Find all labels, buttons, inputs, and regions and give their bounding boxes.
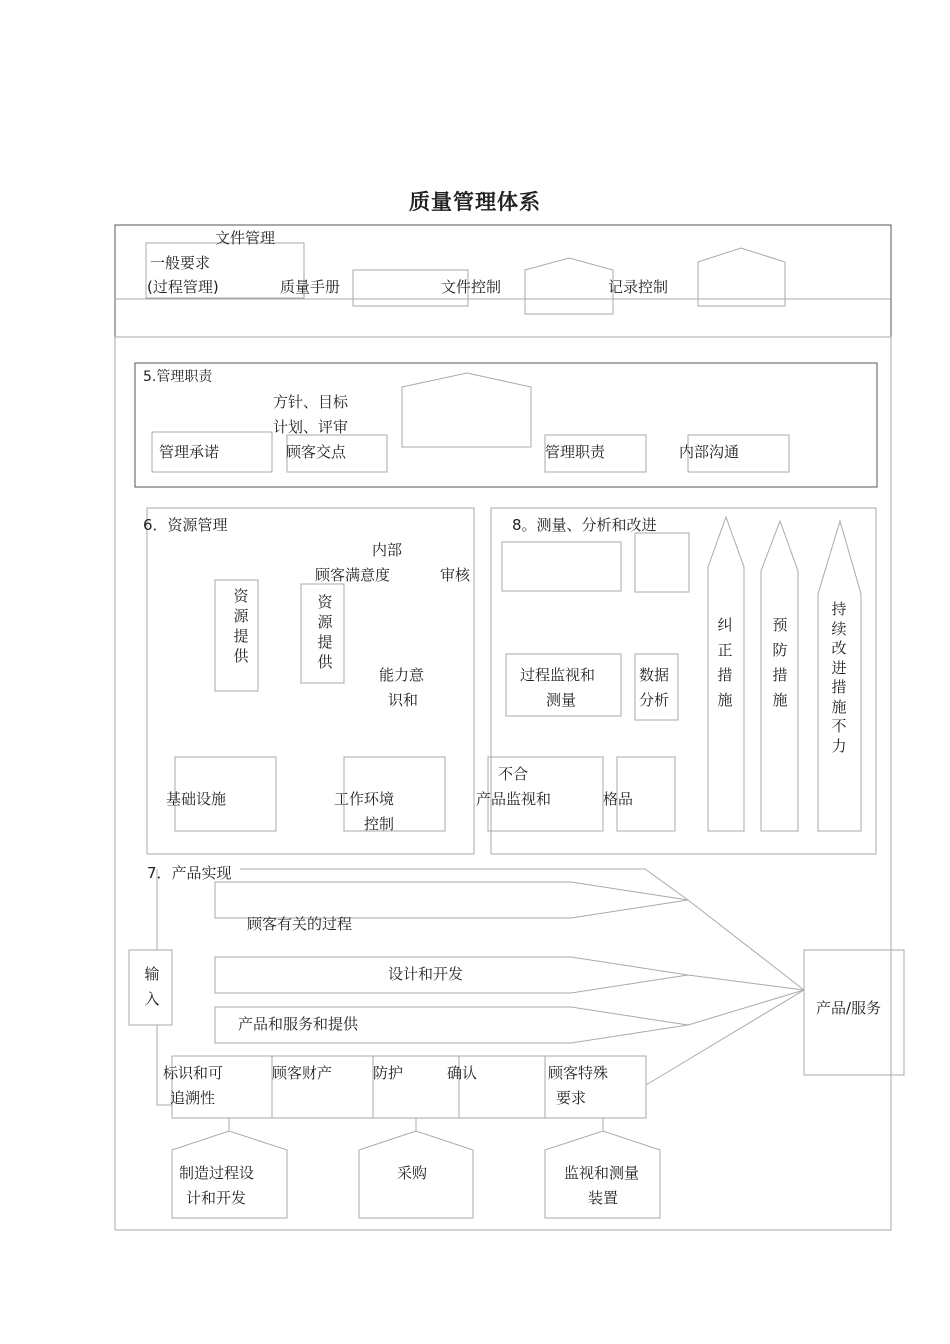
monitoring-equip-label-2: 装置 [588, 1189, 619, 1207]
work-env-control-label: 控制 [364, 815, 395, 833]
purchasing-label: 采购 [397, 1164, 428, 1182]
internal-comm-label: 内部沟通 [679, 443, 740, 461]
resource-provision-label-1: 资 源 提 供 [233, 587, 249, 665]
commitment-label: 管理承诺 [159, 443, 220, 461]
doc-control-label: 文件控制 [441, 278, 502, 296]
special-req-label-2: 要求 [556, 1089, 587, 1107]
converge-line-4 [646, 990, 804, 1085]
process-measure-label: 测量 [546, 691, 577, 709]
data-label: 数据 [639, 666, 670, 684]
converge-line-3 [688, 990, 804, 1025]
input-label: 输 入 [144, 965, 160, 1008]
doc-control-pentagon [525, 258, 613, 314]
infrastructure-label: 基础设施 [166, 790, 227, 808]
record-control-label: 记录控制 [608, 278, 669, 296]
satisfaction-label: 顾客满意度 [315, 566, 391, 584]
plan-review-label: 计划、评审 [273, 418, 349, 436]
competence-label: 能力意 [379, 666, 425, 684]
resource-provision-label-2: 资 源 提 供 [317, 593, 333, 671]
mfg-design-label: 制造过程设 [179, 1164, 255, 1182]
internal-label: 内部 [372, 541, 403, 559]
work-env-label: 工作环境 [334, 790, 395, 808]
continual-label: 持 续 改 进 措 施 不 力 [831, 600, 847, 755]
awareness-label: 识和 [388, 691, 419, 709]
process-mgmt-label: (过程管理) [147, 278, 219, 296]
identification-label: 标识和可 [163, 1064, 224, 1082]
audit-label: 审核 [440, 566, 471, 584]
production-label: 产品和服务和提供 [238, 1015, 359, 1033]
preservation-label: 防护 [373, 1064, 404, 1082]
nonconform-label-1: 不合 [498, 765, 529, 783]
customer-property-label: 顾客财产 [272, 1064, 333, 1082]
doc-mgmt-header: 文件管理 [215, 229, 276, 247]
process-monitor-label: 过程监视和 [520, 666, 596, 684]
responsibility-label: 管理职责 [545, 443, 606, 461]
record-control-pentagon [698, 248, 785, 306]
confirm-label: 确认 [447, 1064, 478, 1082]
customer-process-label: 顾客有关的过程 [247, 915, 353, 933]
customer-process-top-edge [240, 869, 688, 900]
analysis-label: 分析 [639, 691, 670, 709]
special-req-label: 顾客特殊 [548, 1064, 609, 1082]
measurement-header: 8。测量、分析和改进 [512, 516, 657, 534]
corrective-label: 纠 正 措 施 [717, 616, 733, 709]
output-label: 产品/服务 [816, 999, 882, 1017]
preventive-label: 预 防 措 施 [772, 616, 788, 709]
monitoring-equip-label: 监视和测量 [564, 1164, 640, 1182]
design-dev-label: 设计和开发 [388, 965, 464, 983]
traceability-label: 追溯性 [170, 1089, 216, 1107]
nonconform-label-2: 格品 [603, 790, 634, 808]
resource-mgmt-header: 6．资源管理 [143, 516, 228, 534]
policy-pentagon [402, 373, 531, 447]
customer-focus-label: 顾客交点 [286, 443, 347, 461]
quality-manual-label: 质量手册 [280, 278, 341, 296]
converge-line-2 [688, 975, 804, 990]
measure-box-b [635, 533, 689, 592]
general-req-label: 一般要求 [150, 254, 211, 272]
converge-line-1 [688, 900, 804, 990]
product-monitor-label: 产品监视和 [476, 790, 552, 808]
mfg-dev-label: 计和开发 [186, 1189, 247, 1207]
realization-header: 7．产品实现 [147, 864, 232, 882]
policy-label: 方针、目标 [273, 393, 349, 411]
page-title: 质量管理体系 [409, 190, 541, 214]
mgmt-resp-header: 5.管理职责 [143, 369, 213, 385]
measure-box-a [502, 542, 621, 591]
